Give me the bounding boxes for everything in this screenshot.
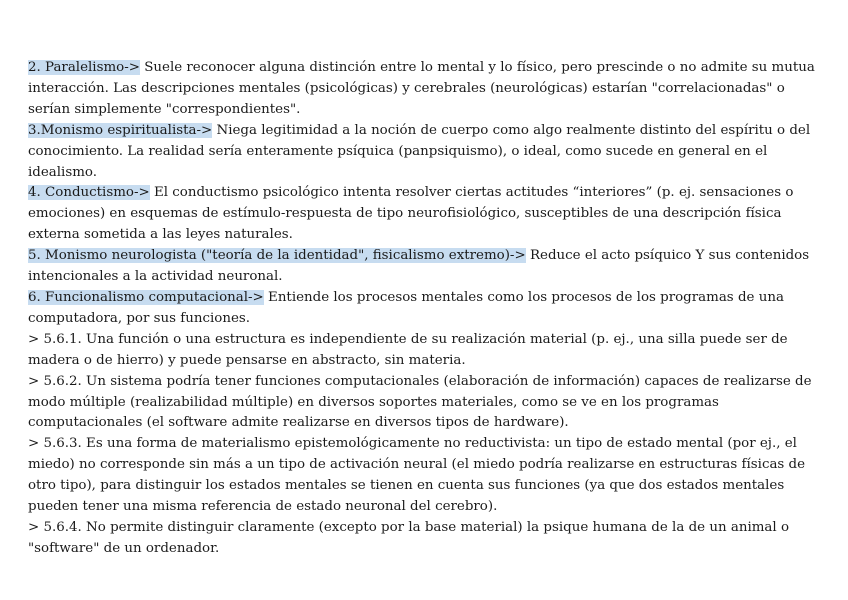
heading-monismo-neurologista: 5. Monismo neurologista ("teoría de la identidad", fisicalismo extremo)-> [28,248,526,264]
heading-paralelismo: 2. Paralelismo-> [28,60,140,75]
text-paralelismo: Suele reconocer alguna distinción entre lo mental y lo físico, pero prescinde o no admite su mutua interacción. Las descripciones mentales (psicológicas) y cerebrales (neurológicas) estarían "correlacionadas" o serían simplemente "correspondientes". [28,60,815,117]
text-monismo-espiritualista: Niega legitimidad a la noción de cuerpo como algo realmente distinto del espíritu o del conocimiento. La realidad sería enteramente psíquica (panpsiquismo), o ideal, como sucede en general en el idealismo. [28,122,811,180]
paragraph-monismo-espiritualista [28,121,828,184]
text-funcionalismo: Entiende los procesos mentales como los procesos de los programas de una computadora, por sus funciones. [28,289,784,326]
subitem-5-6-4: > 5.6.4. No permite distinguir claramente (excepto por la base material) la psique humana de la de un animal o "software" de un ordenador. [28,519,790,556]
document-page [28,58,828,560]
paragraph-funcionalismo [28,288,828,330]
paragraph-conductismo [28,183,828,246]
subitem-5-6-1: > 5.6.1. Una función o una estructura es independiente de su realización material (p. ej., una silla puede ser de madera o de hierro) y puede pensarse en abstracto, sin materia. [28,331,788,368]
heading-monismo-espiritualista: 3.Monismo espiritualista-> [28,122,213,138]
subitem-5-6-3: > 5.6.3. Es una forma de materialismo epistemológicamente no reductivista: un tipo de estado mental (por ej., el miedo) no corresponde sin más a un tipo de activación neural (el miedo podría realizarse en estructuras físicas de otro tipo), para distinguir los estados mentales se tienen en cuenta sus funciones (ya que dos estados mentales pueden tener una misma referencia de estado neuronal del cerebro). [28,436,806,515]
text-monismo-neurologista: Reduce el acto psíquico Y sus contenidos intencionales a la actividad neuronal. [28,248,810,285]
paragraph-paralelismo [28,58,828,121]
text-conductismo: El conductismo psicológico intenta resolver ciertas actitudes “interiores” (p. ej. sensaciones o emociones) en esquemas de estímulo-respuesta de tipo neurofisiológico, susceptibles de una descripción física externa sometida a las leyes naturales. [28,185,794,243]
heading-funcionalismo: 6. Funcionalismo computacional-> [28,289,264,305]
heading-conductismo: 4. Conductismo-> [28,185,150,201]
paragraph-monismo-neurologista [28,246,828,288]
subitem-5-6-2: > 5.6.2. Un sistema podría tener funciones computacionales (elaboración de información) capaces de realizarse de modo múltiple (realizabilidad múltiple) en diversos soportes materiales, como se ve en los programas computacionales (el software admite realizarse en diversos tipos de hardware). [28,373,812,431]
